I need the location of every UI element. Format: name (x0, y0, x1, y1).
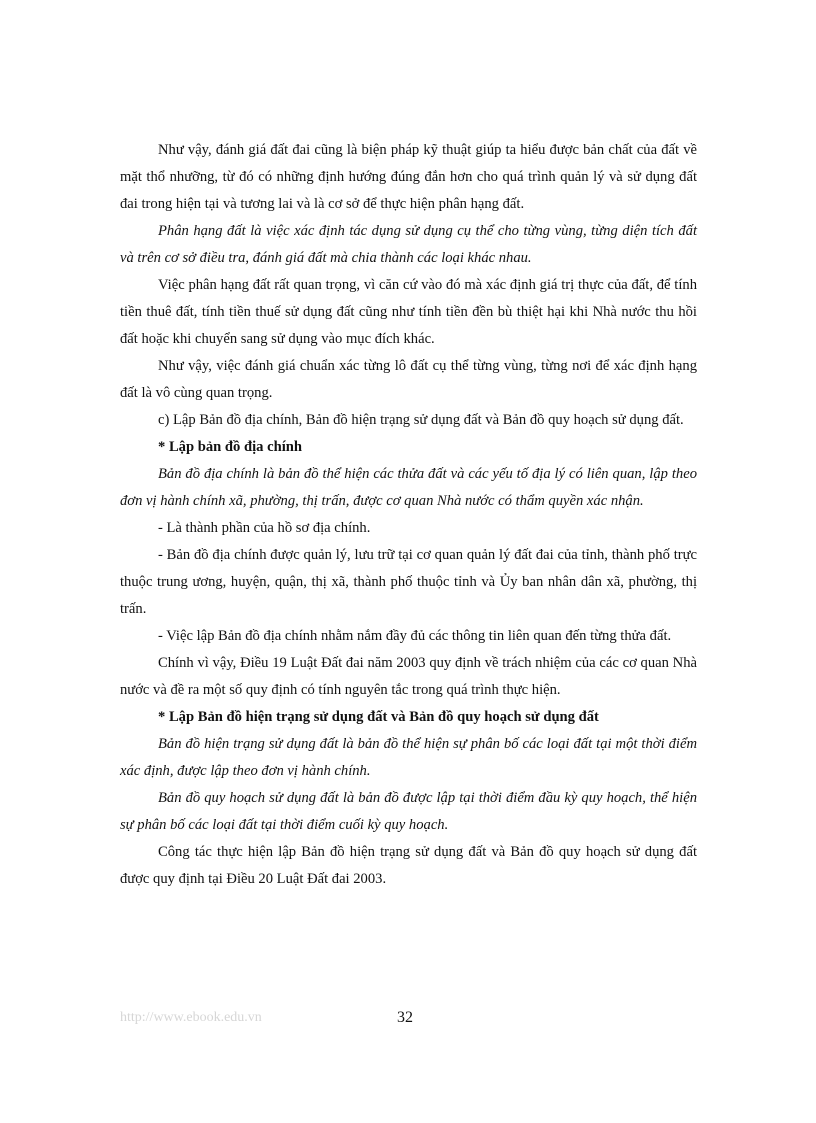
paragraph-15: Công tác thực hiện lập Bản đồ hiện trạng sử dụng đất và Bản đồ quy hoạch sử dụng đất được quy định tại Điều 20 Luật Đất đai 2003. (120, 844, 697, 887)
paragraph-2-definition: Phân hạng đất là việc xác định tác dụng sử dụng cụ thể cho từng vùng, từng diện tích đất và trên cơ sở điều tra, đánh giá đất mà chia thành các loại khác nhau. (120, 223, 697, 266)
page-number: 32 (397, 1009, 413, 1026)
paragraph-3: Việc phân hạng đất rất quan trọng, vì căn cứ vào đó mà xác định giá trị thực của đất, để tính tiền thuê đất, tính tiền thuế sử dụng đất cũng như tính tiền đền bù thiệt hại khi Nhà nước thu hồi đất hoặc khi chuyển sang sử dụng vào mục đích khác. (120, 277, 697, 347)
paragraph-10-bullet: - Việc lập Bản đồ địa chính nhằm nắm đầy đủ các thông tin liên quan đến từng thửa đất. (158, 628, 672, 644)
paragraph-7-definition: Bản đồ địa chính là bản đồ thể hiện các thửa đất và các yếu tố địa lý có liên quan, lập theo đơn vị hành chính xã, phường, thị trấn, được cơ quan Nhà nước có thẩm quyền xác nhận. (120, 466, 697, 509)
paragraph-9-bullet: - Bản đồ địa chính được quản lý, lưu trữ tại cơ quan quản lý đất đai của tỉnh, thành phố trực thuộc trung ương, huyện, quận, thị xã, thành phố thuộc tỉnh và Ủy ban nhân dân xã, phường, thị trấn. (120, 547, 697, 617)
heading-cadastral-map: * Lập bản đồ địa chính (158, 439, 302, 455)
paragraph-8-bullet: - Là thành phần của hồ sơ địa chính. (158, 520, 371, 536)
paragraph-14-definition: Bản đồ quy hoạch sử dụng đất là bản đồ được lập tại thời điểm đầu kỳ quy hoạch, thể hiện sự phân bố các loại đất tại thời điểm cuối kỳ quy hoạch. (120, 790, 697, 833)
paragraph-13-definition: Bản đồ hiện trạng sử dụng đất là bản đồ thể hiện sự phân bố các loại đất tại một thời điểm xác định, được lập theo đơn vị hành chính. (120, 736, 697, 779)
footer-url: http://www.ebook.edu.vn (120, 1010, 262, 1025)
paragraph-1: Như vậy, đánh giá đất đai cũng là biện pháp kỹ thuật giúp ta hiểu được bản chất của đất về mặt thổ nhưỡng, từ đó có những định hướng đúng đắn hơn cho quá trình quản lý và sử dụng đất đai trong hiện tại và tương lai và là cơ sở để thực hiện phân hạng đất. (120, 142, 697, 212)
document-body (120, 137, 697, 893)
heading-land-use-maps: * Lập Bản đồ hiện trạng sử dụng đất và Bản đồ quy hoạch sử dụng đất (158, 709, 599, 725)
paragraph-11: Chính vì vậy, Điều 19 Luật Đất đai năm 2003 quy định về trách nhiệm của các cơ quan Nhà nước và đề ra một số quy định có tính nguyên tắc trong quá trình thực hiện. (120, 655, 697, 698)
paragraph-5-section-c: c) Lập Bản đồ địa chính, Bản đồ hiện trạng sử dụng đất và Bản đồ quy hoạch sử dụng đất. (158, 412, 684, 428)
paragraph-4: Như vậy, việc đánh giá chuẩn xác từng lô đất cụ thể từng vùng, từng nơi để xác định hạng đất là vô cùng quan trọng. (120, 358, 697, 401)
